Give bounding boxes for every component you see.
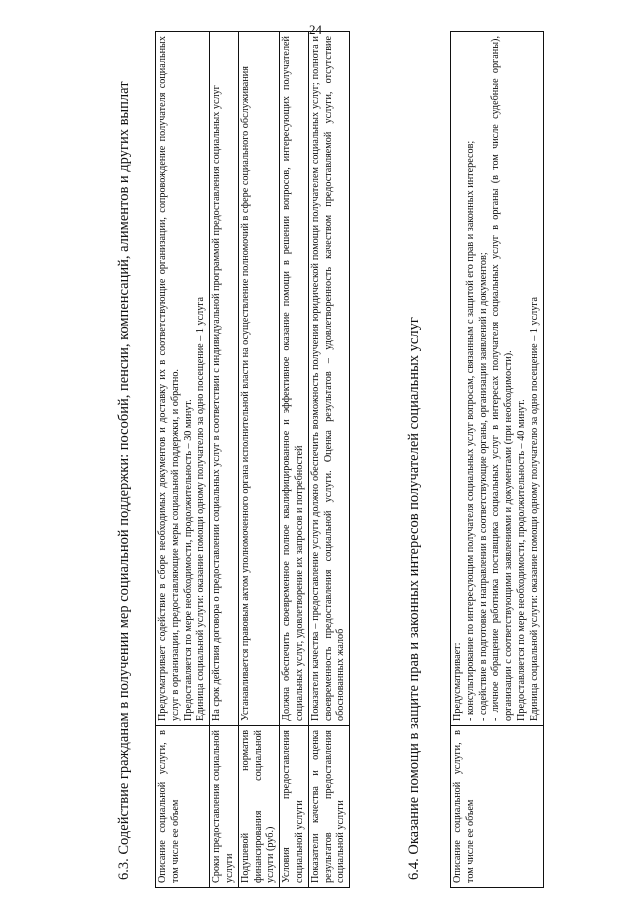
section-6-4-table bbox=[450, 31, 544, 888]
section-6-3-heading: 6.3. Содействие гражданам в получении мер социальной поддержки: пособий, пенсии, компенсаций, алиментов и других выплат bbox=[116, 81, 132, 880]
row-value bbox=[238, 32, 279, 726]
row-label: Описание социальной услуги, в том числе ее объем bbox=[156, 726, 210, 888]
value-line: Предоставляется по мере необходимости, продолжительность – 40 минут. bbox=[515, 399, 527, 721]
row-label: Условия предоставления социальной услуги bbox=[280, 726, 309, 888]
table-row bbox=[156, 32, 210, 888]
table-row bbox=[238, 32, 279, 888]
page-number: 24 bbox=[309, 22, 322, 37]
value-line: Должна обеспечить своевременное полное квалифицированное и эффективное оказание помощи в решении вопросов, интересующих получателей социальных услуг, удовлетворение их запросов и потребностей bbox=[281, 36, 305, 721]
value-line: Показатели качества – предоставление услуги должно обеспечить возможность получения юридической помощи получателем социальных услуг; полнота и своевременность предоставления социальной услуги. Оценка результатов – удовлетворенность качеством предоставляемой услуги, отсутствие обоснованных жалоб bbox=[309, 36, 347, 721]
row-value bbox=[210, 32, 239, 726]
value-line: Единица социальной услуги: оказание помощи одному получателю за одно посещение – 1 услуга bbox=[528, 296, 540, 721]
row-value bbox=[451, 32, 544, 726]
value-line: На срок действия договора о предоставлении социальных услуг в соответствии с индивидуальной программой предоставления социальных услуг bbox=[211, 85, 223, 721]
table-row bbox=[308, 32, 349, 888]
value-line: Предусматривает: bbox=[452, 642, 463, 721]
value-line: Единица социальной услуги: оказание помощи одному получателю за одно посещение – 1 услуга bbox=[195, 296, 207, 721]
table-row bbox=[280, 32, 309, 888]
row-label: Подушевой норматив финансирования социальной услуги (руб.) bbox=[238, 726, 279, 888]
row-value bbox=[308, 32, 349, 726]
row-label: Сроки предоставления социальной услуги bbox=[210, 726, 239, 888]
value-line: - консультирование по интересующим получателя социальных услуг вопросам, связанным с защитой его прав и законных интересов; bbox=[464, 140, 476, 721]
row-value bbox=[156, 32, 210, 726]
value-line: Предусматривает содействие в сборе необходимых документов и доставку их в соответствующие организации, сопровождение получателя социальных услуг в организации, предоставляющие меры социальной поддержки, и обратно. bbox=[157, 36, 181, 721]
row-value bbox=[280, 32, 309, 726]
row-label: Описание социальной услуги, в том числе ее объем bbox=[451, 726, 544, 888]
row-label: Показатели качества и оценка результатов предоставления социальной услуги bbox=[308, 726, 349, 888]
section-6-3-table bbox=[155, 31, 350, 888]
rotated-content bbox=[115, 28, 595, 888]
value-line: Устанавливается правовым актом уполномоченного органа исполнительной власти на осуществление полномочий в сфере социального обслуживания bbox=[239, 66, 251, 721]
value-line: Предоставляется по мере необходимости, продолжительность – 30 минут. bbox=[182, 399, 194, 721]
table-row bbox=[451, 32, 544, 888]
value-line: - содействие в подготовке и направлении в соответствующие органы, организации заявлений и документов; bbox=[477, 252, 489, 721]
value-line: - личное обращение работника поставщика социальных услуг в интересах получателя социальных услуг в органы (в том числе судебные органы), организации с соответствующими заявлениями и документами (при необходимости). bbox=[490, 36, 515, 721]
section-6-4-heading: 6.4. Оказание помощи в защите прав и законных интересов получателей социальных услуг bbox=[406, 317, 422, 880]
table-row bbox=[210, 32, 239, 888]
